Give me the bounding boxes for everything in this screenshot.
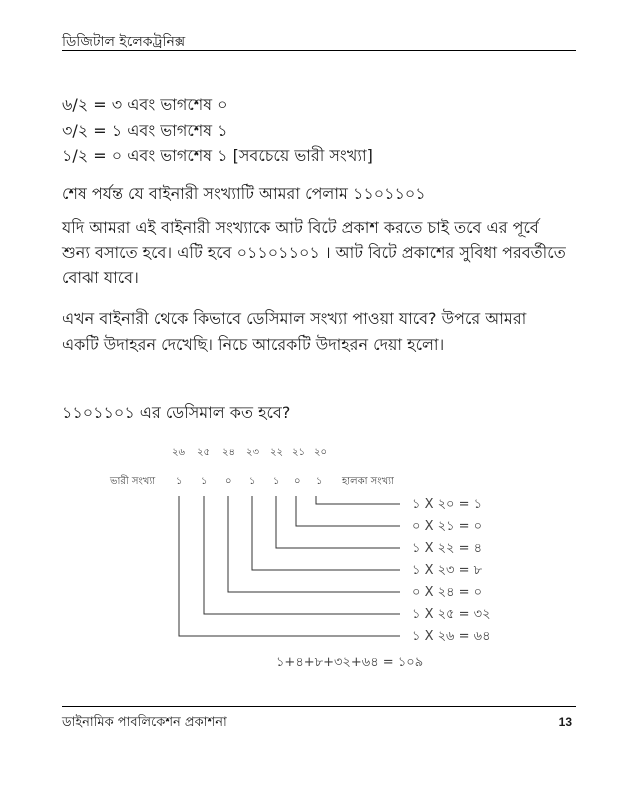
eight-bit-line-3: বোঝা যাবে। <box>62 268 139 287</box>
question-line: ১১০১১০১ এর ডেসিমাল কত হবে? <box>62 403 291 422</box>
sum-equation: ১+৪+৮+৩২+৬৪ = ১০৯ <box>276 655 424 670</box>
bit-digit: ১ <box>201 476 208 487</box>
footer-rule <box>62 706 576 707</box>
bit-digit: ০ <box>294 476 301 487</box>
power-label: ২২ <box>270 447 284 458</box>
bit-digit: ০ <box>225 476 232 487</box>
equation: ১ X ২৩ = ৮ <box>412 563 483 578</box>
decimal-intro-line-2: একটি উদাহরন দেখেছি। নিচে আরেকটি উদাহরন দেয়া হলো। <box>62 335 445 354</box>
equation: ১ X ২০ = ১ <box>412 497 483 512</box>
connector-line <box>252 496 400 570</box>
bit-digit: ১ <box>249 476 256 487</box>
page-header: ডিজিটাল ইলেকট্রনিক্স <box>62 34 186 50</box>
connector-line <box>316 496 400 504</box>
bit-digit: ১ <box>176 476 183 487</box>
power-label: ২৬ <box>172 447 186 458</box>
page-number: 13 <box>558 715 572 729</box>
division-line-3: ১/২ = ০ এবং ভাগশেষ ১ [সবচেয়ে ভারী সংখ্যা] <box>62 146 373 165</box>
connector-line <box>179 496 400 636</box>
power-label: ২৩ <box>246 447 260 458</box>
heavy-digit-label: ভারী সংখ্যা <box>110 476 156 487</box>
eight-bit-line-2: শুন্য বসাতে হবে। এটি হবে ০১১০১১০১ । আট বিটে প্রকাশের সুবিধা পরবর্তীতে <box>62 243 566 262</box>
division-line-1: ৬/২ = ৩ এবং ভাগশেষ ০ <box>62 95 228 114</box>
equation: ১ X ২২ = ৪ <box>412 541 483 556</box>
equation: ০ X ২১ = ০ <box>412 519 483 534</box>
division-line-2: ৩/২ = ১ এবং ভাগশেষ ১ <box>62 121 228 140</box>
power-label: ২৪ <box>222 447 235 458</box>
equation: ১ X ২৫ = ৩২ <box>412 607 491 622</box>
power-label: ২১ <box>292 447 305 458</box>
power-label: ২৫ <box>197 447 210 458</box>
light-digit-label: হালকা সংখ্যা <box>342 476 394 487</box>
decimal-intro-line-1: এখন বাইনারী থেকে কিভাবে ডেসিমাল সংখ্যা পাওয়া যাবে? উপরে আমরা <box>62 309 527 328</box>
connector-line <box>228 496 400 592</box>
binary-to-decimal-diagram <box>0 430 638 680</box>
result-line: শেষ পর্যন্ত যে বাইনারী সংখ্যাটি আমরা পেলাম ১১০১১০১ <box>62 184 426 203</box>
equation: ০ X ২৪ = ০ <box>412 585 483 600</box>
eight-bit-line-1: যদি আমরা এই বাইনারী সংখ্যাকে আট বিটে প্রকাশ করতে চাই তবে এর পূর্বে <box>62 218 539 237</box>
connector-line <box>296 496 400 526</box>
page-footer: ডাইনামিক পাবলিকেশন প্রকাশনা <box>62 715 227 730</box>
connector-line <box>204 496 400 614</box>
header-rule <box>62 50 576 51</box>
power-label: ২০ <box>314 447 328 458</box>
equation: ১ X ২৬ = ৬৪ <box>412 629 491 644</box>
bit-digit: ১ <box>273 476 280 487</box>
bit-digit: ১ <box>316 476 323 487</box>
